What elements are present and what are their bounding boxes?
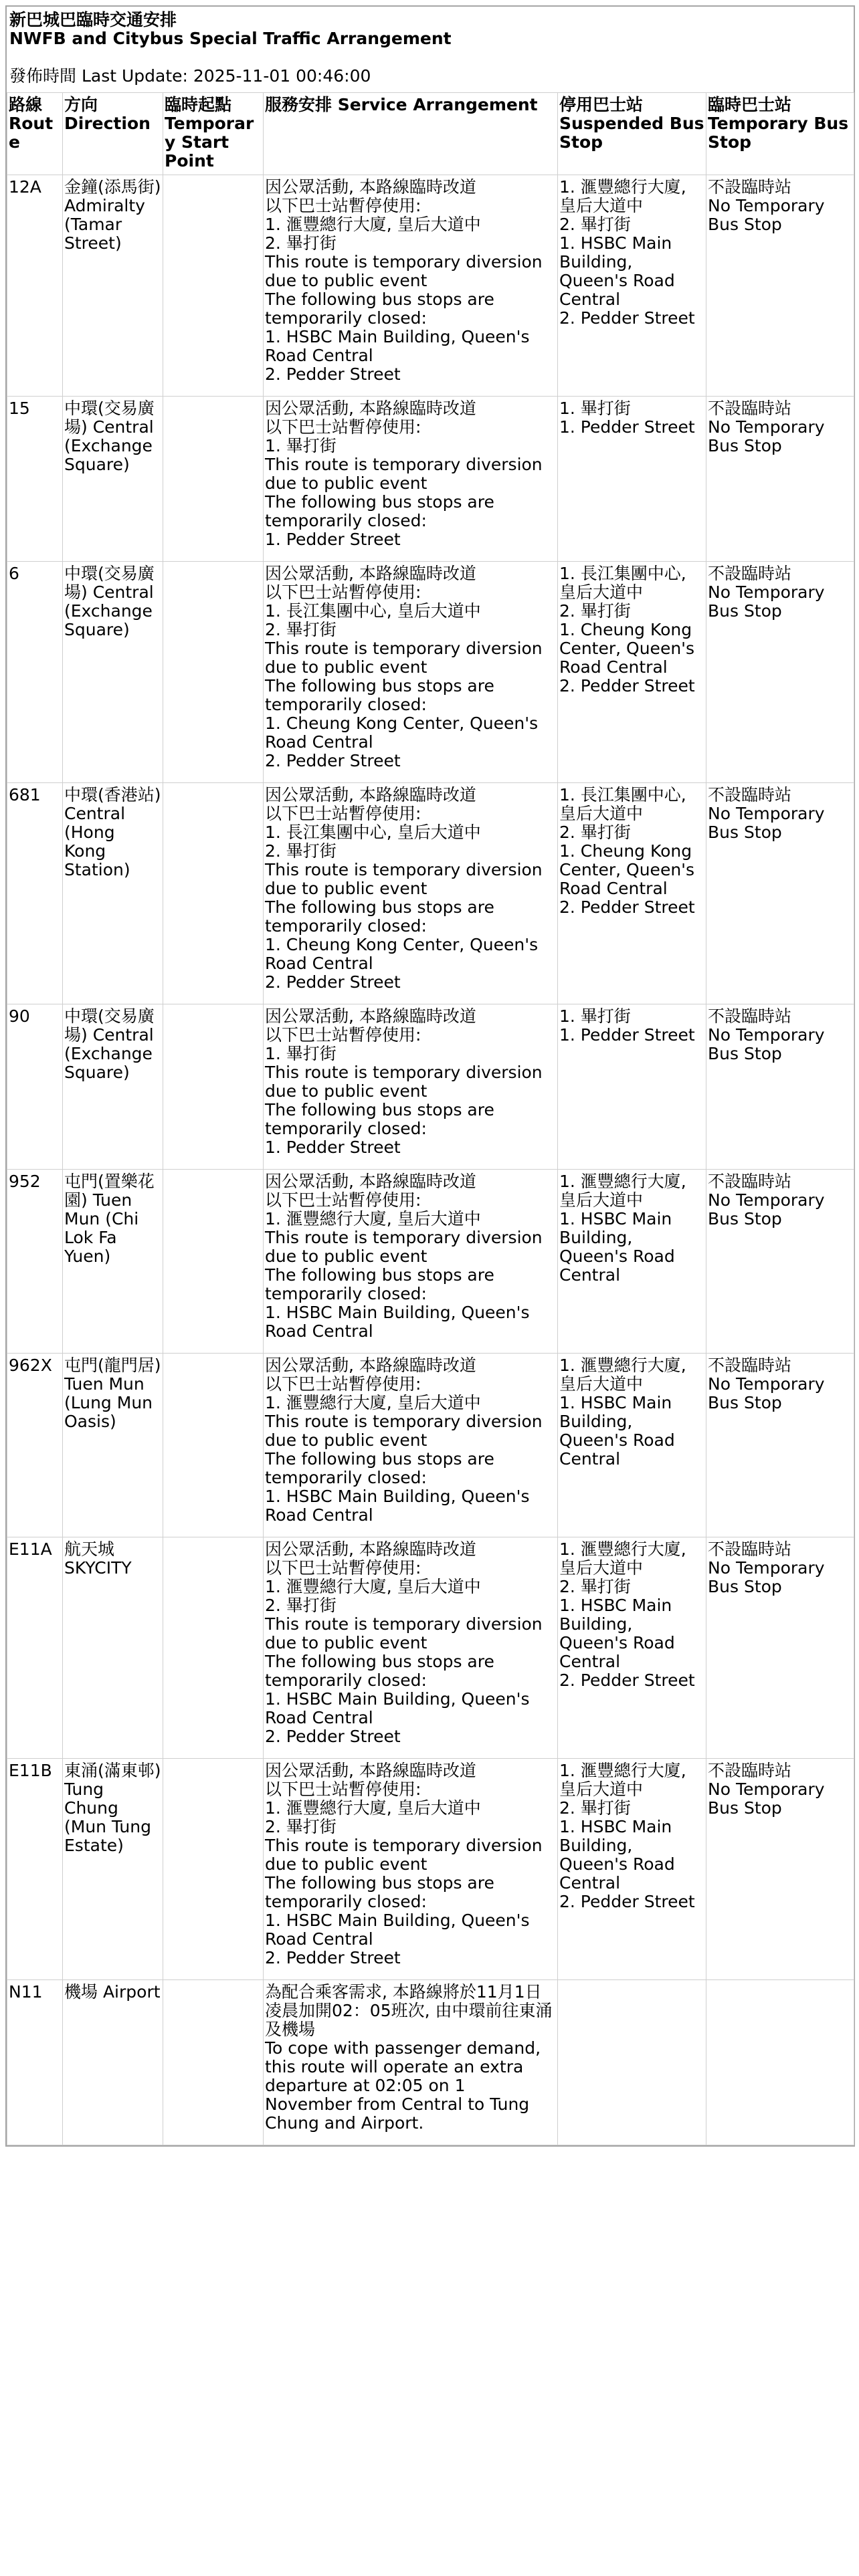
direction-cell: 屯門(置樂花園) Tuen Mun (Chi Lok Fa Yuen): [63, 1170, 163, 1354]
header-suspended-stop: 停用巴士站 Suspended Bus Stop: [558, 93, 706, 175]
service-cell-line: This route is temporary diversion due to public event: [265, 1228, 543, 1266]
service-cell-line: 以下巴士站暫停使用:: [265, 417, 421, 437]
suspended-stop-cell-line: 2. 畢打街: [559, 1798, 631, 1818]
service-cell: [264, 1354, 558, 1537]
service-cell-line: 因公眾活動, 本路線臨時改道: [265, 785, 476, 804]
suspended-stop-cell-line: 2. 畢打街: [559, 601, 631, 621]
service-cell-line: 因公眾活動, 本路線臨時改道: [265, 177, 476, 197]
suspended-stop-cell: [558, 1004, 706, 1170]
service-cell-line: 因公眾活動, 本路線臨時改道: [265, 399, 476, 418]
start-point-cell: [163, 1004, 264, 1170]
service-cell-line: This route is temporary diversion due to public event: [265, 639, 543, 677]
suspended-stop-cell-line: 1. 長江集團中心, 皇后大道中: [559, 564, 686, 602]
service-cell-line: 以下巴士站暫停使用:: [265, 1558, 421, 1578]
service-cell-line: 2. Pedder Street: [265, 1948, 401, 1967]
temporary-stop-cell-line: No Temporary Bus Stop: [708, 1780, 825, 1818]
suspended-stop-cell-line: 1. Pedder Street: [559, 417, 695, 437]
suspended-stop-cell-line: 2. Pedder Street: [559, 897, 695, 917]
service-cell-line: 以下巴士站暫停使用:: [265, 1025, 421, 1045]
service-cell-line: 因公眾活動, 本路線臨時改道: [265, 564, 476, 583]
suspended-stop-cell-line: 1. 滙豐總行大廈, 皇后大道中: [559, 1539, 686, 1578]
route-cell: 12A: [7, 175, 63, 397]
service-cell-line: 以下巴士站暫停使用:: [265, 804, 421, 823]
route-cell: 6: [7, 562, 63, 783]
service-cell-line: 以下巴士站暫停使用:: [265, 582, 421, 602]
service-cell-line: This route is temporary diversion due to public event: [265, 1836, 543, 1874]
temporary-stop-cell-line: 不設臨時站: [708, 1356, 792, 1375]
temporary-stop-cell: [706, 397, 854, 562]
service-cell-line: The following bus stops are temporarily closed:: [265, 1873, 494, 1911]
direction-cell: 中環(香港站) Central (Hong Kong Station): [63, 783, 163, 1004]
service-cell-line: 2. Pedder Street: [265, 364, 401, 384]
temporary-stop-cell: [706, 175, 854, 397]
direction-cell: 屯門(龍門居) Tuen Mun (Lung Mun Oasis): [63, 1354, 163, 1537]
suspended-stop-cell-line: 1. 畢打街: [559, 399, 631, 418]
temporary-stop-cell: [706, 1354, 854, 1537]
service-cell-line: 1. 滙豐總行大廈, 皇后大道中: [265, 1393, 481, 1412]
service-cell-line: The following bus stops are temporarily closed:: [265, 1100, 494, 1138]
service-cell-line: This route is temporary diversion due to public event: [265, 455, 543, 493]
suspended-stop-cell: [558, 397, 706, 562]
temporary-stop-cell-line: No Temporary Bus Stop: [708, 1190, 825, 1228]
service-cell: [264, 1980, 558, 2145]
suspended-stop-cell-line: 1. 畢打街: [559, 1006, 631, 1026]
service-cell: [264, 397, 558, 562]
service-cell: [264, 1759, 558, 1980]
service-cell-line: 因公眾活動, 本路線臨時改道: [265, 1172, 476, 1191]
service-cell-line: This route is temporary diversion due to public event: [265, 1614, 543, 1652]
arrangement-table: [7, 92, 854, 2145]
route-cell: E11A: [7, 1537, 63, 1759]
service-cell-line: The following bus stops are temporarily closed:: [265, 1265, 494, 1303]
suspended-stop-cell-line: 1. 滙豐總行大廈, 皇后大道中: [559, 1761, 686, 1799]
suspended-stop-cell: [558, 175, 706, 397]
start-point-cell: [163, 783, 264, 1004]
service-cell-line: 2. Pedder Street: [265, 972, 401, 992]
temporary-stop-cell-line: 不設臨時站: [708, 1172, 792, 1191]
service-cell: [264, 1004, 558, 1170]
suspended-stop-cell: [558, 1170, 706, 1354]
service-cell-line: 2. 畢打街: [265, 233, 337, 253]
service-cell-line: 1. HSBC Main Building, Queen's Road Central: [265, 327, 530, 365]
service-cell-line: 1. 畢打街: [265, 1044, 337, 1063]
start-point-cell: [163, 562, 264, 783]
service-cell-line: This route is temporary diversion due to public event: [265, 1063, 543, 1101]
temporary-stop-cell: [706, 1759, 854, 1980]
service-cell-line: 1. 長江集團中心, 皇后大道中: [265, 601, 481, 621]
service-cell-line: This route is temporary diversion due to public event: [265, 1412, 543, 1450]
service-cell-line: The following bus stops are temporarily closed:: [265, 290, 494, 328]
suspended-stop-cell-line: 1. HSBC Main Building, Queen's Road Central: [559, 1393, 675, 1469]
temporary-stop-cell: [706, 562, 854, 783]
suspended-stop-cell-line: 1. HSBC Main Building, Queen's Road Central: [559, 233, 675, 309]
service-cell-line: 以下巴士站暫停使用:: [265, 1374, 421, 1394]
route-cell: 962X: [7, 1354, 63, 1537]
header-temporary-stop: 臨時巴士站 Temporary Bus Stop: [706, 93, 854, 175]
service-cell-line: 因公眾活動, 本路線臨時改道: [265, 1761, 476, 1780]
service-cell-line: 1. 滙豐總行大廈, 皇后大道中: [265, 1798, 481, 1818]
direction-cell: 中環(交易廣場) Central (Exchange Square): [63, 397, 163, 562]
suspended-stop-cell: [558, 562, 706, 783]
suspended-stop-cell-line: 2. Pedder Street: [559, 308, 695, 328]
service-cell: [264, 783, 558, 1004]
service-cell-line: 1. Cheung Kong Center, Queen's Road Central: [265, 714, 539, 752]
service-cell-line: 2. 畢打街: [265, 620, 337, 639]
service-cell-line: 1. 滙豐總行大廈, 皇后大道中: [265, 215, 481, 234]
service-cell: [264, 175, 558, 397]
service-cell-line: 因公眾活動, 本路線臨時改道: [265, 1539, 476, 1559]
temporary-stop-cell-line: No Temporary Bus Stop: [708, 196, 825, 234]
service-cell-line: 1. Pedder Street: [265, 530, 401, 549]
service-cell-line: This route is temporary diversion due to public event: [265, 860, 543, 898]
suspended-stop-cell-line: 1. 滙豐總行大廈, 皇后大道中: [559, 177, 686, 215]
suspended-stop-cell-line: 2. 畢打街: [559, 1577, 631, 1596]
table-header-row: [7, 93, 854, 175]
start-point-cell: [163, 397, 264, 562]
table-body: [7, 175, 854, 2145]
start-point-cell: [163, 1537, 264, 1759]
notice-frame: [5, 5, 855, 2147]
header-start-point: 臨時起點 Temporary Start Point: [163, 93, 264, 175]
service-cell-line: 1. 畢打街: [265, 436, 337, 455]
table-row: [7, 397, 854, 562]
route-cell: E11B: [7, 1759, 63, 1980]
suspended-stop-cell-line: 2. Pedder Street: [559, 676, 695, 695]
service-cell-line: 2. 畢打街: [265, 1817, 337, 1836]
header-service: 服務安排 Service Arrangement: [264, 93, 558, 175]
temporary-stop-cell: [706, 1170, 854, 1354]
service-cell-line: 以下巴士站暫停使用:: [265, 196, 421, 215]
service-cell-line: 1. Pedder Street: [265, 1138, 401, 1157]
direction-cell: 航天城 SKYCITY: [63, 1537, 163, 1759]
suspended-stop-cell-line: 1. HSBC Main Building, Queen's Road Central: [559, 1817, 675, 1893]
direction-cell: 東涌(滿東邨) Tung Chung (Mun Tung Estate): [63, 1759, 163, 1980]
service-cell-line: To cope with passenger demand, this route will operate an extra departure at 02:05 on 1 November from Central to Tung Chung and Airport.: [265, 2038, 541, 2133]
temporary-stop-cell-line: 不設臨時站: [708, 1539, 792, 1559]
temporary-stop-cell-line: No Temporary Bus Stop: [708, 417, 825, 455]
temporary-stop-cell: [706, 1980, 854, 2145]
table-row: [7, 1980, 854, 2145]
temporary-stop-cell-line: 不設臨時站: [708, 177, 792, 197]
table-row: [7, 1004, 854, 1170]
route-cell: N11: [7, 1980, 63, 2145]
page-title-zh: 新巴城巴臨時交通安排: [9, 10, 177, 29]
table-row: [7, 1354, 854, 1537]
service-cell-line: 1. 長江集團中心, 皇后大道中: [265, 823, 481, 842]
direction-cell: 中環(交易廣場) Central (Exchange Square): [63, 1004, 163, 1170]
temporary-stop-cell-line: 不設臨時站: [708, 399, 792, 418]
temporary-stop-cell-line: No Temporary Bus Stop: [708, 1374, 825, 1412]
temporary-stop-cell-line: No Temporary Bus Stop: [708, 1025, 825, 1063]
service-cell-line: The following bus stops are temporarily closed:: [265, 1652, 494, 1690]
suspended-stop-cell-line: 1. 長江集團中心, 皇后大道中: [559, 785, 686, 823]
temporary-stop-cell-line: 不設臨時站: [708, 564, 792, 583]
temporary-stop-cell-line: No Temporary Bus Stop: [708, 582, 825, 621]
service-cell-line: 1. 滙豐總行大廈, 皇后大道中: [265, 1209, 481, 1228]
suspended-stop-cell-line: 1. Cheung Kong Center, Queen's Road Central: [559, 841, 695, 898]
temporary-stop-cell: [706, 783, 854, 1004]
page-title-en: NWFB and Citybus Special Traffic Arrangement: [9, 29, 452, 48]
start-point-cell: [163, 1354, 264, 1537]
suspended-stop-cell-line: 2. 畢打街: [559, 823, 631, 842]
service-cell-line: 2. Pedder Street: [265, 751, 401, 770]
route-cell: 952: [7, 1170, 63, 1354]
service-cell-line: 1. 滙豐總行大廈, 皇后大道中: [265, 1577, 481, 1596]
notice-header: [7, 7, 854, 92]
header-direction: 方向 Direction: [63, 93, 163, 175]
suspended-stop-cell-line: 1. HSBC Main Building, Queen's Road Central: [559, 1596, 675, 1671]
table-row: [7, 1537, 854, 1759]
table-row: [7, 783, 854, 1004]
suspended-stop-cell-line: 1. Cheung Kong Center, Queen's Road Central: [559, 620, 695, 677]
route-cell: 681: [7, 783, 63, 1004]
service-cell-line: The following bus stops are temporarily closed:: [265, 897, 494, 936]
service-cell-line: 1. HSBC Main Building, Queen's Road Central: [265, 1303, 530, 1341]
service-cell-line: 以下巴士站暫停使用:: [265, 1190, 421, 1210]
service-cell: [264, 1170, 558, 1354]
service-cell-line: 因公眾活動, 本路線臨時改道: [265, 1356, 476, 1375]
temporary-stop-cell-line: No Temporary Bus Stop: [708, 804, 825, 842]
service-cell-line: 2. 畢打街: [265, 1596, 337, 1615]
direction-cell: 機場 Airport: [63, 1980, 163, 2145]
service-cell-line: 2. 畢打街: [265, 841, 337, 861]
route-cell: 90: [7, 1004, 63, 1170]
suspended-stop-cell-line: 2. Pedder Street: [559, 1892, 695, 1911]
service-cell-line: The following bus stops are temporarily closed:: [265, 1449, 494, 1487]
suspended-stop-cell-line: 1. HSBC Main Building, Queen's Road Central: [559, 1209, 675, 1285]
suspended-stop-cell: [558, 1980, 706, 2145]
service-cell-line: 2. Pedder Street: [265, 1727, 401, 1746]
start-point-cell: [163, 1980, 264, 2145]
start-point-cell: [163, 175, 264, 397]
service-cell-line: 1. HSBC Main Building, Queen's Road Central: [265, 1911, 530, 1949]
suspended-stop-cell: [558, 1537, 706, 1759]
route-cell: 15: [7, 397, 63, 562]
service-cell: [264, 1537, 558, 1759]
service-cell-line: 1. Cheung Kong Center, Queen's Road Central: [265, 935, 539, 973]
suspended-stop-cell: [558, 783, 706, 1004]
table-row: [7, 1170, 854, 1354]
suspended-stop-cell: [558, 1759, 706, 1980]
service-cell-line: 以下巴士站暫停使用:: [265, 1780, 421, 1799]
last-update: 發佈時間 Last Update: 2025-11-01 00:46:00: [9, 66, 371, 86]
table-row: [7, 175, 854, 397]
temporary-stop-cell: [706, 1004, 854, 1170]
header-route: 路線 Route: [7, 93, 63, 175]
temporary-stop-cell-line: 不設臨時站: [708, 785, 792, 804]
temporary-stop-cell: [706, 1537, 854, 1759]
direction-cell: 金鐘(添馬街) Admiralty (Tamar Street): [63, 175, 163, 397]
service-cell-line: The following bus stops are temporarily closed:: [265, 676, 494, 714]
temporary-stop-cell-line: 不設臨時站: [708, 1761, 792, 1780]
temporary-stop-cell-line: No Temporary Bus Stop: [708, 1558, 825, 1596]
table-row: [7, 1759, 854, 1980]
service-cell: [264, 562, 558, 783]
service-cell-line: This route is temporary diversion due to public event: [265, 252, 543, 290]
service-cell-line: The following bus stops are temporarily closed:: [265, 492, 494, 530]
direction-cell: 中環(交易廣場) Central (Exchange Square): [63, 562, 163, 783]
service-cell-line: 1. HSBC Main Building, Queen's Road Central: [265, 1689, 530, 1727]
start-point-cell: [163, 1170, 264, 1354]
service-cell-line: 1. HSBC Main Building, Queen's Road Central: [265, 1487, 530, 1525]
suspended-stop-cell-line: 1. 滙豐總行大廈, 皇后大道中: [559, 1172, 686, 1210]
suspended-stop-cell-line: 1. Pedder Street: [559, 1025, 695, 1045]
suspended-stop-cell-line: 2. 畢打街: [559, 215, 631, 234]
suspended-stop-cell: [558, 1354, 706, 1537]
start-point-cell: [163, 1759, 264, 1980]
service-cell-line: 因公眾活動, 本路線臨時改道: [265, 1006, 476, 1026]
suspended-stop-cell-line: 1. 滙豐總行大廈, 皇后大道中: [559, 1356, 686, 1394]
service-cell-line: 為配合乘客需求, 本路線將於11月1日凌晨加開02：05班次, 由中環前往東涌及機場: [265, 1982, 553, 2039]
suspended-stop-cell-line: 2. Pedder Street: [559, 1671, 695, 1690]
temporary-stop-cell-line: 不設臨時站: [708, 1006, 792, 1026]
table-row: [7, 562, 854, 783]
